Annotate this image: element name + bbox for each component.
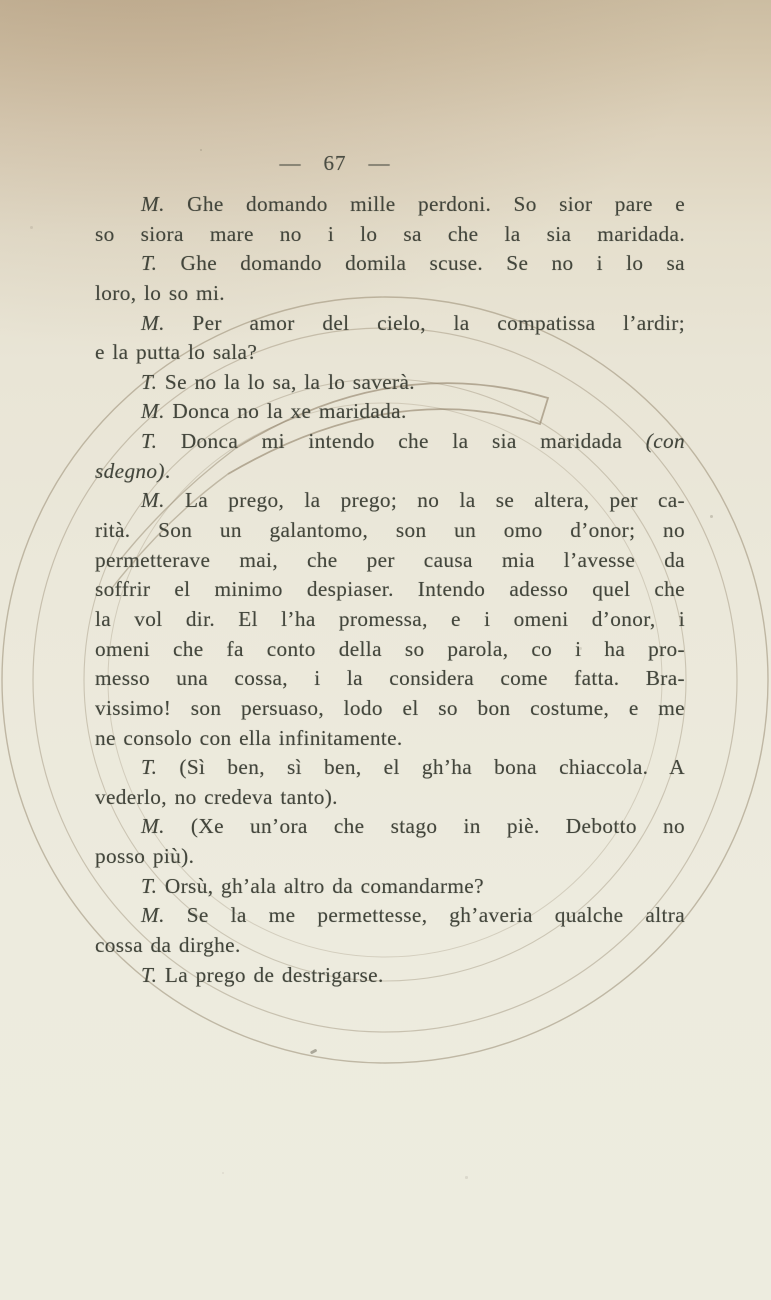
dialogue-paragraph bbox=[95, 397, 685, 427]
text-segment: Ghe domando domila scuse. Se no i lo sa bbox=[157, 251, 685, 276]
italic-text-segment: M. bbox=[141, 310, 165, 335]
text-line bbox=[95, 842, 685, 872]
text-segment: Donca no la xe maridada. bbox=[164, 399, 407, 424]
text-line bbox=[95, 575, 685, 605]
dialogue-paragraph bbox=[95, 427, 685, 486]
text-segment: e la putta lo sala? bbox=[95, 340, 258, 365]
text-segment: Orsù, gh’ala altro da comandarme? bbox=[157, 873, 484, 898]
text-segment: soffrir el minimo despiaser. Intendo adesso quel che bbox=[95, 577, 685, 602]
text-segment: la vol dir. El l’ha promessa, e i omeni d’onor, i bbox=[95, 606, 685, 631]
italic-text-segment: M. bbox=[141, 903, 165, 928]
dialogue-paragraph bbox=[95, 812, 685, 871]
text-line bbox=[95, 190, 685, 220]
text-segment: La prego de destrigarse. bbox=[157, 962, 384, 987]
text-segment: cossa da dirghe. bbox=[95, 933, 241, 958]
text-segment: vederlo, no credeva tanto). bbox=[95, 784, 338, 809]
italic-text-segment: M. bbox=[141, 192, 165, 216]
page-number-value: 67 bbox=[323, 151, 347, 175]
text-line bbox=[95, 486, 685, 516]
text-line bbox=[95, 516, 685, 546]
text-line bbox=[95, 812, 685, 842]
dialogue-paragraph bbox=[95, 872, 685, 902]
text-segment: vissimo! son persuaso, lodo el so bon costume, e me bbox=[95, 695, 685, 720]
text-segment: so siora mare no i lo sa che la sia maridada. bbox=[95, 221, 685, 246]
text-line bbox=[95, 635, 685, 665]
italic-text-segment: T. bbox=[141, 873, 158, 898]
text-segment: omeni che fa conto della so parola, co i ha pro- bbox=[95, 636, 685, 661]
text-segment: Se la me permettesse, gh’averia qualche altra bbox=[164, 903, 685, 928]
text-line bbox=[95, 368, 685, 398]
text-segment: permetterave mai, che per causa mia l’avesse da bbox=[95, 547, 685, 572]
dialogue-paragraph bbox=[95, 753, 685, 812]
paper-speck bbox=[579, 647, 582, 650]
text-line bbox=[95, 397, 685, 427]
dialogue-paragraph bbox=[95, 249, 685, 308]
text-line bbox=[95, 664, 685, 694]
italic-text-segment: T. bbox=[141, 251, 158, 276]
text-line bbox=[95, 605, 685, 635]
dialogue-text bbox=[95, 190, 685, 990]
dialogue-paragraph bbox=[95, 190, 685, 249]
paper-speck bbox=[222, 1172, 224, 1174]
italic-text-segment: T. bbox=[141, 755, 158, 780]
text-segment: Donca mi intendo che la sia maridada bbox=[157, 429, 646, 454]
italic-text-segment: T. bbox=[141, 962, 158, 987]
text-line bbox=[95, 783, 685, 813]
text-segment: . bbox=[164, 458, 171, 483]
text-segment: rità. Son un galantomo, son un omo d’onor; no bbox=[95, 518, 685, 543]
text-segment: loro, lo so mi. bbox=[95, 280, 225, 305]
text-segment: Se no la lo sa, la lo saverà. bbox=[157, 369, 415, 394]
italic-text-segment: M. bbox=[141, 399, 165, 424]
text-segment: La prego, la prego; no la se altera, per ca- bbox=[164, 488, 685, 513]
text-segment: messo una cossa, i la considera come fatta. Bra- bbox=[95, 666, 685, 691]
paper-speck bbox=[30, 226, 33, 229]
text-segment: posso più). bbox=[95, 844, 195, 869]
text-line bbox=[95, 872, 685, 902]
text-segment: (Xe un’ora che stago in piè. Debotto no bbox=[164, 814, 685, 839]
text-line bbox=[95, 220, 685, 250]
paper-speck bbox=[310, 1049, 317, 1054]
text-line bbox=[95, 279, 685, 309]
page-number-dash-right: — bbox=[368, 151, 391, 175]
text-line bbox=[95, 309, 685, 339]
page-number-dash-left: — bbox=[279, 151, 302, 175]
dialogue-paragraph bbox=[95, 309, 685, 368]
text-line bbox=[95, 753, 685, 783]
text-segment: ne consolo con ella infinitamente. bbox=[95, 725, 403, 750]
text-segment: Ghe domando mille perdoni. So sior pare e bbox=[164, 192, 685, 216]
paper-speck bbox=[465, 1176, 468, 1179]
italic-text-segment: M. bbox=[141, 488, 165, 513]
text-line bbox=[95, 931, 685, 961]
text-line bbox=[95, 427, 685, 457]
text-line bbox=[95, 546, 685, 576]
dialogue-paragraph bbox=[95, 486, 685, 753]
page-number bbox=[95, 151, 575, 176]
dialogue-paragraph bbox=[95, 961, 685, 991]
text-line bbox=[95, 694, 685, 724]
italic-text-segment: T. bbox=[141, 369, 158, 394]
text-line bbox=[95, 961, 685, 991]
text-line bbox=[95, 724, 685, 754]
text-line bbox=[95, 901, 685, 931]
text-segment: (Sì ben, sì ben, el gh’ha bona chiaccola. A bbox=[157, 755, 685, 780]
text-line bbox=[95, 249, 685, 279]
italic-text-segment: T. bbox=[141, 429, 158, 454]
dialogue-paragraph bbox=[95, 368, 685, 398]
text-line bbox=[95, 338, 685, 368]
italic-text-segment: M. bbox=[141, 814, 165, 839]
dialogue-paragraph bbox=[95, 901, 685, 960]
paper-speck bbox=[200, 149, 202, 151]
italic-text-segment: sdegno) bbox=[95, 458, 165, 483]
text-line bbox=[95, 457, 685, 487]
paper-speck bbox=[710, 515, 713, 518]
italic-text-segment: (con bbox=[645, 429, 685, 454]
text-segment: Per amor del cielo, la compatissa l’ardir; bbox=[164, 310, 685, 335]
